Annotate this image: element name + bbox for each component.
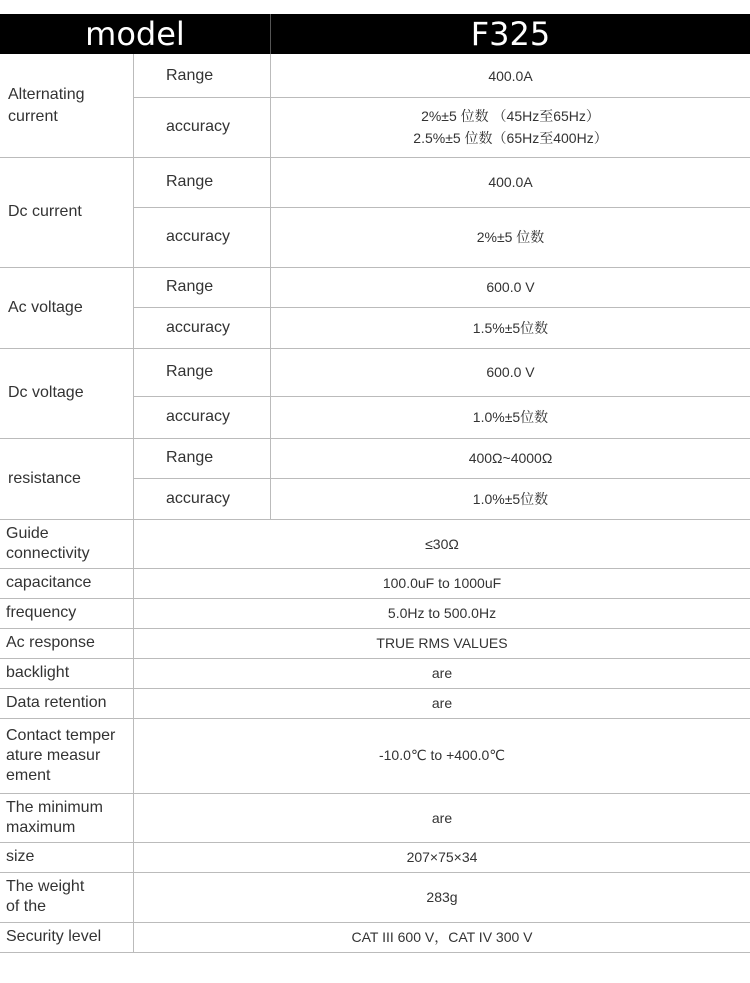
row-value (271, 478, 750, 519)
spec-name (6, 693, 107, 713)
row-label-range: Range (134, 267, 271, 307)
text-line: Contact temper (6, 726, 116, 744)
spec-value: are (431, 809, 453, 826)
value-line: 1.0%±5位数 (472, 409, 549, 425)
text-line: Ac voltage (8, 298, 83, 316)
top-margin (0, 0, 750, 14)
spec-value: are (431, 695, 453, 711)
row-value (271, 207, 750, 267)
row-label-range: Range (134, 54, 271, 97)
text-line: connectivity (6, 544, 90, 562)
spec-label (0, 628, 134, 658)
text-line: maximum (6, 818, 76, 836)
text-line: Alternating (8, 85, 85, 103)
spec-value: 207×75×34 (406, 849, 478, 865)
text-line: Ac response (6, 634, 95, 651)
group-label (0, 438, 134, 519)
spec-name (6, 798, 103, 838)
text-line: frequency (6, 604, 77, 621)
spec-name (6, 847, 34, 867)
header-model-label: model (0, 14, 270, 54)
row-label-accuracy: accuracy (134, 478, 271, 519)
value-line: 1.0%±5位数 (472, 490, 549, 507)
value-line: 2%±5 位数 （45Hz至65Hz） (421, 108, 600, 124)
text-line: ement (6, 766, 51, 784)
spec-label (0, 922, 134, 952)
value-line: 600.0 V (486, 364, 535, 380)
spec-name (6, 573, 91, 593)
text-line: Dc voltage (8, 384, 84, 401)
row-label-accuracy: accuracy (134, 307, 271, 348)
value-line: 2%±5 位数 (476, 229, 545, 245)
text-line: Guide (6, 524, 49, 542)
spec-value: TRUE RMS VALUES (376, 635, 508, 651)
row-value (271, 348, 750, 396)
row-value (271, 54, 750, 97)
row-label-accuracy: accuracy (134, 396, 271, 438)
text-line: backlight (6, 664, 70, 681)
row-value (271, 396, 750, 438)
spec-name (6, 663, 69, 683)
row-label-range: Range (134, 157, 271, 207)
text-line: current (8, 107, 58, 125)
row-label-range: Range (134, 438, 271, 478)
spec-label (0, 519, 134, 568)
value-lines (486, 276, 534, 298)
row-value (271, 97, 750, 157)
spec-name (6, 726, 115, 786)
spec-value: 100.0uF to 1000uF (382, 575, 502, 591)
row-divider (0, 952, 750, 953)
group-label (0, 157, 134, 267)
spec-label (0, 872, 134, 922)
value-line: 400Ω~4000Ω (468, 450, 553, 466)
row-value (271, 307, 750, 348)
spec-name (6, 524, 90, 564)
value-lines (473, 488, 548, 510)
group-name (8, 382, 84, 404)
header-model-value: F325 (271, 14, 750, 54)
value-lines (473, 317, 548, 339)
text-line: Data retention (6, 694, 107, 711)
spec-value: -10.0℃ to +400.0℃ (378, 747, 506, 763)
text-line: The minimum (6, 798, 103, 816)
text-line: of the (6, 898, 47, 915)
row-label-accuracy: accuracy (134, 97, 271, 157)
value-lines (488, 171, 532, 193)
text-line: The weight (6, 878, 85, 895)
text-line: ature measur (6, 746, 101, 764)
spec-label (0, 658, 134, 688)
spec-label (0, 718, 134, 793)
spec-value: 5.0Hz to 500.0Hz (387, 605, 497, 621)
row-value (271, 438, 750, 478)
row-label-accuracy: accuracy (134, 207, 271, 267)
spec-name (6, 927, 101, 947)
spec-value: ≤30Ω (425, 535, 459, 552)
spec-name (6, 603, 76, 623)
value-line: 600.0 V (486, 279, 535, 295)
spec-label (0, 568, 134, 598)
value-lines (473, 406, 548, 428)
spec-label (0, 842, 134, 872)
spec-value: are (431, 665, 453, 681)
value-line: 2.5%±5 位数（65Hz至400Hz） (413, 130, 608, 146)
spec-label (0, 598, 134, 628)
spec-value: CAT III 600 V，CAT IV 300 V (351, 929, 533, 945)
spec-label (0, 688, 134, 718)
spec-value: 283g (426, 889, 458, 905)
row-value (271, 157, 750, 207)
value-lines (488, 65, 532, 87)
group-name (8, 201, 82, 223)
row-label-range: Range (134, 348, 271, 396)
text-line: Security level (6, 928, 102, 945)
text-line: capacitance (6, 574, 92, 591)
value-lines (486, 361, 534, 383)
group-label (0, 348, 134, 438)
text-line: Dc current (8, 203, 82, 220)
group-name (8, 297, 83, 319)
value-line: 400.0A (488, 67, 533, 84)
group-name (8, 84, 85, 128)
value-line: 400.0A (488, 174, 533, 190)
group-label (0, 54, 134, 157)
value-lines (477, 226, 545, 248)
group-name (8, 468, 81, 490)
text-line: resistance (8, 469, 81, 487)
value-lines (469, 447, 553, 469)
spec-label (0, 793, 134, 842)
row-value (271, 267, 750, 307)
value-lines (413, 105, 607, 149)
spec-name (6, 633, 95, 653)
text-line: size (6, 848, 35, 865)
value-line: 1.5%±5位数 (472, 319, 549, 336)
spec-name (6, 877, 84, 917)
group-label (0, 267, 134, 348)
